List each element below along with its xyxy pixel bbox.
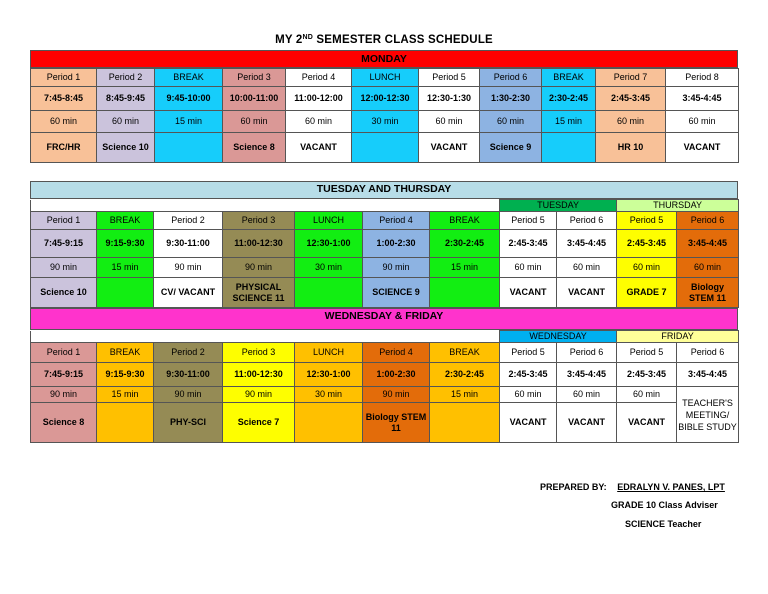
- subject-cell: CV/ VACANT: [154, 278, 223, 308]
- duration-cell: 60 min: [666, 111, 739, 133]
- duration-cell: 60 min: [286, 111, 352, 133]
- period-cell: Period 3: [223, 212, 295, 230]
- subject-cell: Science 7: [223, 403, 295, 443]
- wednesday-friday-durations-row: [31, 387, 739, 403]
- time-cell: 11:00-12:30: [223, 363, 295, 387]
- subject-cell: FRC/HR: [31, 133, 97, 163]
- period-cell: Period 3: [223, 69, 286, 87]
- period-cell: Period 4: [286, 69, 352, 87]
- time-cell: 2:30-2:45: [542, 87, 596, 111]
- period-cell: LUNCH: [295, 343, 363, 363]
- period-cell: Period 8: [666, 69, 739, 87]
- wednesday-friday-times-row: [31, 363, 739, 387]
- duration-cell: 15 min: [97, 258, 154, 278]
- subject-cell: [430, 278, 500, 308]
- period-cell: Period 5: [500, 343, 557, 363]
- day-label-a: WEDNESDAY: [500, 331, 617, 343]
- tuesday-thursday-subjects-row: [31, 278, 739, 308]
- time-cell: 3:45-4:45: [557, 363, 617, 387]
- time-cell: 1:00-2:30: [363, 363, 430, 387]
- period-cell: Period 5: [419, 69, 480, 87]
- subject-cell: TEACHER'S MEETING/ BIBLE STUDY: [677, 387, 739, 443]
- subject-cell: VACANT: [419, 133, 480, 163]
- period-cell: Period 4: [363, 212, 430, 230]
- subject-cell: [155, 133, 223, 163]
- duration-cell: 60 min: [617, 387, 677, 403]
- time-cell: 2:45-3:45: [500, 363, 557, 387]
- time-cell: 1:00-2:30: [363, 230, 430, 258]
- monday-subjects-row: [31, 133, 739, 163]
- period-cell: Period 6: [557, 343, 617, 363]
- duration-cell: 90 min: [31, 387, 97, 403]
- period-cell: Period 1: [31, 69, 97, 87]
- duration-cell: 90 min: [31, 258, 97, 278]
- tuesday-thursday-day-row: [31, 200, 739, 212]
- day-row-spacer: [31, 331, 500, 343]
- period-cell: BREAK: [97, 212, 154, 230]
- wednesday-friday-subjects-row: [31, 403, 739, 443]
- time-cell: 2:30-2:45: [430, 363, 500, 387]
- time-cell: 9:45-10:00: [155, 87, 223, 111]
- time-cell: 8:45-9:45: [97, 87, 155, 111]
- duration-cell: 60 min: [31, 111, 97, 133]
- subject-cell: VACANT: [617, 403, 677, 443]
- duration-cell: 15 min: [430, 258, 500, 278]
- subject-cell: VACANT: [557, 278, 617, 308]
- prepared-by: [540, 482, 725, 492]
- period-cell: Period 5: [617, 343, 677, 363]
- period-cell: BREAK: [542, 69, 596, 87]
- duration-cell: 60 min: [97, 111, 155, 133]
- time-cell: 1:30-2:30: [480, 87, 542, 111]
- duration-cell: 60 min: [557, 258, 617, 278]
- subject-cell: [352, 133, 419, 163]
- subject-cell: VACANT: [557, 403, 617, 443]
- duration-cell: 30 min: [295, 387, 363, 403]
- monday-times-row: [31, 87, 739, 111]
- duration-cell: 30 min: [352, 111, 419, 133]
- time-cell: 3:45-4:45: [677, 230, 739, 258]
- period-cell: Period 1: [31, 212, 97, 230]
- duration-cell: 60 min: [596, 111, 666, 133]
- subject-cell: GRADE 7: [617, 278, 677, 308]
- duration-cell: 15 min: [155, 111, 223, 133]
- subject-cell: [97, 278, 154, 308]
- duration-cell: 90 min: [154, 258, 223, 278]
- period-cell: LUNCH: [295, 212, 363, 230]
- period-cell: Period 6: [557, 212, 617, 230]
- tuesday-thursday-table: [30, 199, 739, 308]
- wednesday-friday-table: [30, 330, 739, 443]
- preparer-role-1: GRADE 10 Class Adviser: [611, 500, 718, 510]
- monday-band: MONDAY: [30, 50, 738, 68]
- monday-periods-row: [31, 69, 739, 87]
- time-cell: 7:45-9:15: [31, 230, 97, 258]
- period-cell: Period 6: [677, 212, 739, 230]
- time-cell: 7:45-9:15: [31, 363, 97, 387]
- subject-cell: Science 8: [31, 403, 97, 443]
- time-cell: 7:45-8:45: [31, 87, 97, 111]
- subject-cell: Science 10: [97, 133, 155, 163]
- tuesday-thursday-band: TUESDAY AND THURSDAY: [30, 181, 738, 199]
- duration-cell: 60 min: [677, 258, 739, 278]
- time-cell: 12:30-1:00: [295, 363, 363, 387]
- duration-cell: 90 min: [154, 387, 223, 403]
- time-cell: 9:15-9:30: [97, 363, 154, 387]
- time-cell: 11:00-12:00: [286, 87, 352, 111]
- monday-durations-row: [31, 111, 739, 133]
- monday-table: [30, 68, 739, 163]
- tuesday-thursday-durations-row: [31, 258, 739, 278]
- period-cell: Period 1: [31, 343, 97, 363]
- subject-cell: Biology STEM 11: [363, 403, 430, 443]
- subject-cell: [430, 403, 500, 443]
- period-cell: Period 2: [154, 212, 223, 230]
- day-row-spacer: [31, 200, 500, 212]
- period-cell: LUNCH: [352, 69, 419, 87]
- duration-cell: 15 min: [430, 387, 500, 403]
- preparer-name: EDRALYN V. PANES, LPT: [617, 482, 725, 492]
- time-cell: 2:30-2:45: [430, 230, 500, 258]
- time-cell: 12:30-1:30: [419, 87, 480, 111]
- time-cell: 9:30-11:00: [154, 363, 223, 387]
- subject-cell: SCIENCE 9: [363, 278, 430, 308]
- duration-cell: 30 min: [295, 258, 363, 278]
- duration-cell: 15 min: [542, 111, 596, 133]
- period-cell: Period 4: [363, 343, 430, 363]
- period-cell: Period 3: [223, 343, 295, 363]
- subject-cell: PHY-SCI: [154, 403, 223, 443]
- period-cell: BREAK: [155, 69, 223, 87]
- period-cell: Period 6: [677, 343, 739, 363]
- period-cell: Period 2: [97, 69, 155, 87]
- subject-cell: [295, 403, 363, 443]
- period-cell: Period 6: [480, 69, 542, 87]
- time-cell: 2:45-3:45: [596, 87, 666, 111]
- time-cell: 9:30-11:00: [154, 230, 223, 258]
- subject-cell: Science 9: [480, 133, 542, 163]
- duration-cell: 60 min: [419, 111, 480, 133]
- subject-cell: [97, 403, 154, 443]
- time-cell: 3:45-4:45: [677, 363, 739, 387]
- page-title: MY 2ND SEMESTER CLASS SCHEDULE: [275, 34, 493, 46]
- subject-cell: VACANT: [500, 278, 557, 308]
- subject-cell: VACANT: [666, 133, 739, 163]
- subject-cell: [295, 278, 363, 308]
- period-cell: Period 2: [154, 343, 223, 363]
- day-label-a: TUESDAY: [500, 200, 617, 212]
- time-cell: 12:00-12:30: [352, 87, 419, 111]
- duration-cell: 60 min: [617, 258, 677, 278]
- time-cell: 2:45-3:45: [617, 230, 677, 258]
- duration-cell: 60 min: [480, 111, 542, 133]
- duration-cell: 60 min: [223, 111, 286, 133]
- wednesday-friday-periods-row: [31, 343, 739, 363]
- period-cell: BREAK: [430, 343, 500, 363]
- period-cell: BREAK: [430, 212, 500, 230]
- wednesday-friday-day-row: [31, 331, 739, 343]
- subject-cell: VACANT: [286, 133, 352, 163]
- subject-cell: HR 10: [596, 133, 666, 163]
- duration-cell: 90 min: [223, 387, 295, 403]
- wednesday-friday-band: WEDNESDAY & FRIDAY: [30, 308, 738, 330]
- duration-cell: 60 min: [500, 387, 557, 403]
- preparer-role-2: SCIENCE Teacher: [625, 519, 702, 529]
- subject-cell: Biology STEM 11: [677, 278, 739, 308]
- subject-cell: VACANT: [500, 403, 557, 443]
- duration-cell: 90 min: [223, 258, 295, 278]
- time-cell: 10:00-11:00: [223, 87, 286, 111]
- time-cell: 3:45-4:45: [666, 87, 739, 111]
- subject-cell: PHYSICAL SCIENCE 11: [223, 278, 295, 308]
- duration-cell: 60 min: [500, 258, 557, 278]
- tuesday-thursday-times-row: [31, 230, 739, 258]
- time-cell: 2:45-3:45: [500, 230, 557, 258]
- tuesday-thursday-periods-row: [31, 212, 739, 230]
- duration-cell: 60 min: [557, 387, 617, 403]
- duration-cell: 90 min: [363, 387, 430, 403]
- period-cell: Period 5: [617, 212, 677, 230]
- time-cell: 9:15-9:30: [97, 230, 154, 258]
- period-cell: Period 5: [500, 212, 557, 230]
- time-cell: 12:30-1:00: [295, 230, 363, 258]
- prepared-label: PREPARED BY:: [540, 482, 607, 492]
- time-cell: 11:00-12:30: [223, 230, 295, 258]
- duration-cell: 90 min: [363, 258, 430, 278]
- day-label-b: FRIDAY: [617, 331, 739, 343]
- time-cell: 2:45-3:45: [617, 363, 677, 387]
- period-cell: BREAK: [97, 343, 154, 363]
- duration-cell: 15 min: [97, 387, 154, 403]
- time-cell: 3:45-4:45: [557, 230, 617, 258]
- day-label-b: THURSDAY: [617, 200, 739, 212]
- period-cell: Period 7: [596, 69, 666, 87]
- subject-cell: Science 8: [223, 133, 286, 163]
- subject-cell: Science 10: [31, 278, 97, 308]
- subject-cell: [542, 133, 596, 163]
